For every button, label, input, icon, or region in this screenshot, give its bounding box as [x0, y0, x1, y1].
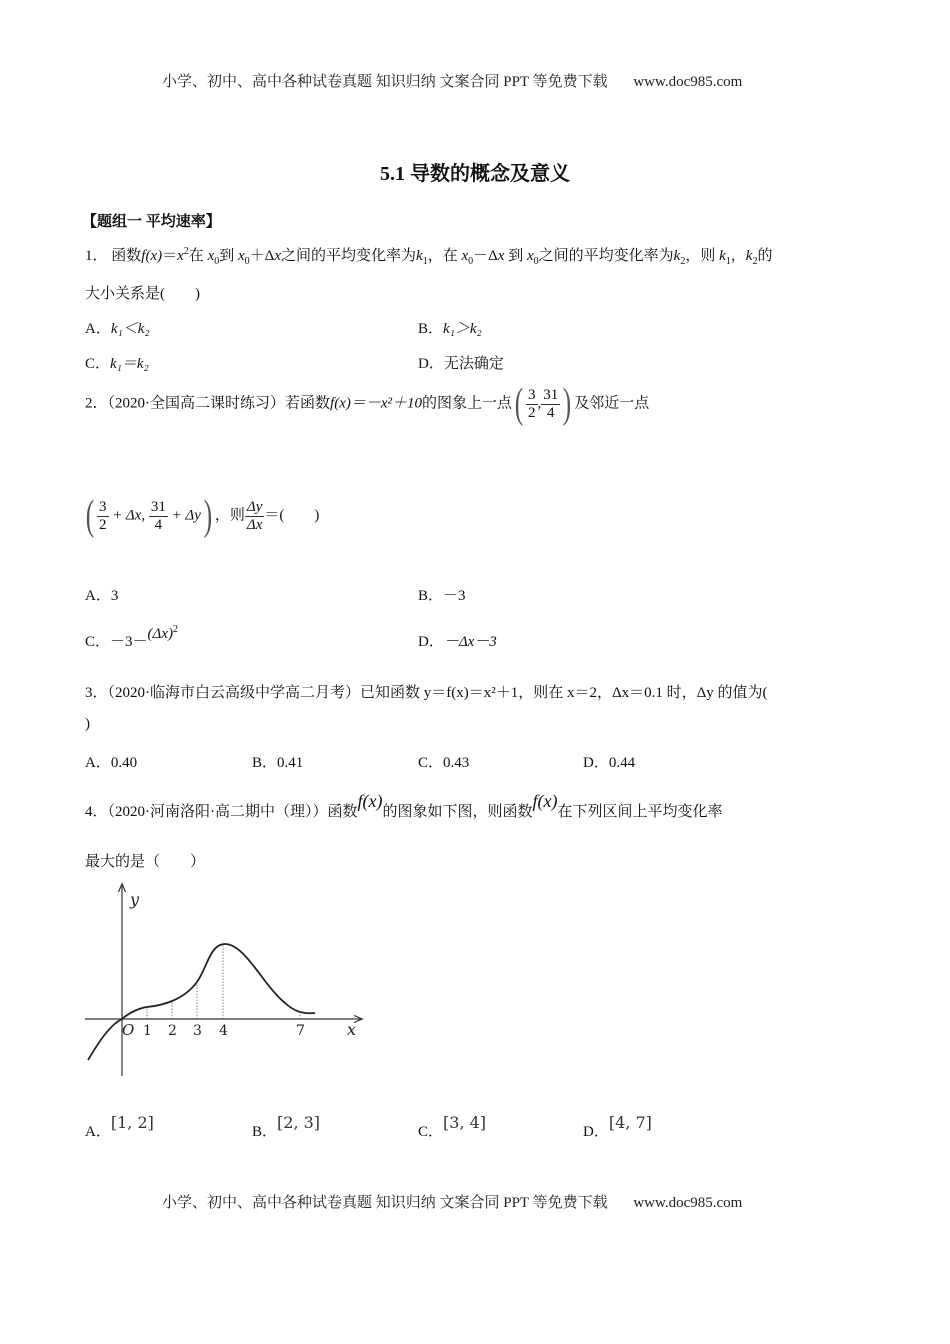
text: 的图象如下图，则函数 — [382, 804, 533, 820]
math: (Δx) — [147, 626, 173, 642]
math: + Δy — [171, 507, 201, 524]
option-label: B． — [252, 1124, 278, 1140]
question-number: 4． — [85, 804, 108, 820]
numerator: 31 — [543, 387, 559, 403]
q4-option-b[interactable] — [252, 1113, 321, 1141]
option-label: C． — [418, 1124, 444, 1140]
q1-option-a[interactable] — [85, 317, 150, 338]
numerator: 31 — [150, 499, 166, 515]
numerator: 3 — [528, 387, 536, 403]
question-4-line1 — [85, 791, 723, 821]
text: ＋Δ — [249, 248, 275, 264]
question-1-line2: 大小关系是( ) — [85, 286, 200, 302]
denominator: 2 — [99, 516, 107, 533]
text: 之间的平均变化率为 — [538, 248, 674, 264]
sup: 2 — [172, 624, 178, 635]
x-tick-1: 1 — [143, 1023, 152, 1039]
text: 函数 — [327, 804, 358, 820]
q1-option-b[interactable] — [418, 317, 482, 338]
q4-option-c[interactable] — [418, 1113, 487, 1141]
q3-option-d[interactable] — [583, 751, 635, 772]
text: ，则 — [214, 507, 245, 524]
option-text: k₁＝k₂ — [110, 356, 149, 372]
header-text: 小学、初中、高中各种试卷真题 知识归纳 文案合同 PPT 等免费下载 — [162, 74, 608, 90]
option-label: D． — [418, 634, 444, 650]
x-tick-7: 7 — [296, 1023, 305, 1039]
q3-option-c[interactable] — [418, 751, 469, 772]
option-text: k₁＞k₂ — [443, 321, 482, 337]
text: 之间的平均变化率为 — [281, 248, 417, 264]
math: x — [461, 248, 469, 264]
text: 在下列区间上平均变化率 — [557, 804, 723, 820]
header-url[interactable]: www.doc985.com — [633, 74, 743, 90]
question-1-line1 — [85, 244, 772, 267]
option-label: B． — [252, 755, 278, 771]
sub: 1 — [422, 256, 428, 267]
math: x — [207, 248, 215, 264]
option-text: 0.41 — [277, 755, 304, 771]
x-axis-label: x — [347, 1020, 357, 1039]
text: 已知函数 y＝f(x)＝x²＋1，则在 x＝2，Δx＝0.1 时，Δy 的值为( — [360, 685, 768, 701]
footer-text: 小学、初中、高中各种试卷真题 知识归纳 文案合同 PPT 等免费下载 — [162, 1195, 608, 1211]
sub: 0 — [244, 256, 250, 267]
question-3-line1 — [85, 681, 768, 702]
text: 的 — [757, 248, 773, 264]
q2-option-d[interactable] — [418, 630, 497, 651]
option-label: C． — [418, 755, 444, 771]
right-paren: ) — [203, 493, 213, 539]
text: 函数 — [111, 248, 142, 264]
text: ，则 — [685, 248, 716, 264]
option-text: [1, 2] — [110, 1113, 154, 1132]
question-number: 3． — [85, 685, 108, 701]
question-4-line2: 最大的是（ ） — [85, 854, 206, 870]
question-source: （2020·河南洛阳·高二期中（理）） — [107, 804, 328, 820]
group-heading: 【题组一 平均速率】 — [82, 214, 221, 230]
option-label: A． — [85, 1124, 111, 1140]
x-tick-2: 2 — [168, 1023, 177, 1039]
option-label: C． — [85, 356, 111, 372]
question-2-line2 — [83, 495, 319, 537]
option-text: 3 — [110, 588, 119, 604]
option-label: A． — [85, 588, 111, 604]
denominator: 4 — [547, 404, 555, 421]
option-text: 0.40 — [110, 755, 138, 771]
text: ， — [730, 248, 746, 264]
q2-option-a[interactable] — [85, 584, 118, 605]
denominator: 4 — [154, 516, 163, 533]
math: x — [526, 248, 534, 264]
option-label: D． — [418, 356, 444, 372]
denominator: 2 — [528, 404, 536, 421]
question-number: 2． — [85, 395, 108, 412]
option-text: －3 — [443, 588, 466, 604]
text: 到 — [219, 248, 235, 264]
fraction — [149, 499, 168, 533]
q2-option-c[interactable] — [85, 624, 178, 651]
page-header — [162, 70, 742, 91]
math: x — [497, 248, 505, 264]
fraction — [541, 387, 560, 421]
fraction — [245, 499, 264, 533]
option-text: 0.43 — [443, 755, 470, 771]
math: f(x) — [532, 791, 558, 811]
math: + Δx, — [112, 507, 146, 524]
option-label: D． — [583, 755, 609, 771]
option-label: B． — [418, 588, 444, 604]
footer-url[interactable]: www.doc985.com — [633, 1195, 743, 1211]
question-3-line2: ) — [85, 716, 90, 732]
sub: 2 — [752, 256, 758, 267]
sub: 0 — [214, 256, 220, 267]
option-text: －Δx－3 — [443, 634, 497, 650]
math: x — [238, 248, 245, 264]
page-footer — [162, 1191, 742, 1212]
text: 若函数 — [285, 395, 331, 412]
text: ＝( ) — [264, 507, 320, 524]
q4-option-a[interactable] — [85, 1113, 154, 1141]
q4-option-d[interactable] — [583, 1113, 652, 1141]
question-2-line1: 2．（2020·全国高二课时练习）若函数f(x)＝－x²＋10的图象上一点( $\frac{3}{2}$ , $\frac{31}{4}$ ) 及邻近一点 — [85, 381, 650, 427]
y-axis-label: y — [130, 890, 140, 909]
option-text: [4, 7] — [608, 1113, 652, 1132]
option-text: [2, 3] — [277, 1113, 321, 1132]
sup: 2 — [183, 246, 189, 257]
fraction — [526, 387, 538, 421]
option-label: B． — [418, 321, 444, 337]
text: 在 — [188, 248, 204, 264]
x-tick-4: 4 — [219, 1023, 228, 1039]
math: k — [416, 248, 423, 264]
math: k — [673, 248, 681, 264]
math: f(x)＝－x²＋10 — [330, 395, 423, 412]
q2-option-b[interactable] — [418, 584, 466, 605]
text: 到 — [508, 248, 524, 264]
option-text: 无法确定 — [443, 356, 504, 372]
sub: 1 — [725, 256, 731, 267]
numerator: 3 — [99, 499, 107, 515]
question-source: （2020·全国高二课时练习） — [107, 395, 286, 412]
function-graph — [85, 880, 375, 1085]
q1-option-c[interactable] — [85, 352, 149, 373]
option-label: A． — [85, 321, 111, 337]
question-number: 1． — [85, 248, 108, 264]
sub: 2 — [680, 256, 686, 267]
q1-option-d[interactable] — [418, 352, 504, 373]
option-text: －3－ — [110, 634, 148, 650]
left-paren: ( — [85, 493, 95, 539]
sub: 0 — [468, 256, 474, 267]
origin-label: O — [122, 1021, 135, 1039]
math: x — [177, 248, 184, 264]
text: 及邻近一点 — [574, 395, 650, 412]
right-paren: ) — [563, 381, 572, 427]
option-text: k₁＜k₂ — [110, 321, 150, 337]
option-label: D． — [583, 1124, 609, 1140]
math: k — [719, 248, 726, 264]
question-source: （2020·临海市白云高级中学高二月考） — [107, 685, 361, 701]
math: k — [745, 248, 753, 264]
text: ，在 — [427, 248, 458, 264]
denominator: Δx — [246, 516, 263, 533]
math: f(x) — [141, 248, 163, 264]
option-label: C． — [85, 634, 111, 650]
text: ＝ — [162, 248, 178, 264]
left-paren: ( — [514, 381, 524, 427]
q3-option-b[interactable] — [252, 751, 303, 772]
x-tick-3: 3 — [193, 1023, 202, 1039]
text: 的图象上一点 — [422, 395, 513, 412]
math: f(x) — [357, 791, 383, 811]
text: －Δ — [473, 248, 498, 264]
math: x — [274, 248, 281, 264]
option-label: A． — [85, 755, 111, 771]
option-text: [3, 4] — [443, 1113, 487, 1132]
q3-option-a[interactable] — [85, 751, 137, 772]
option-text: 0.44 — [608, 755, 636, 771]
page-title: 5.1 导数的概念及意义 — [380, 163, 570, 185]
fraction — [97, 499, 109, 533]
sub: 0 — [533, 256, 539, 267]
numerator: Δy — [246, 499, 263, 515]
